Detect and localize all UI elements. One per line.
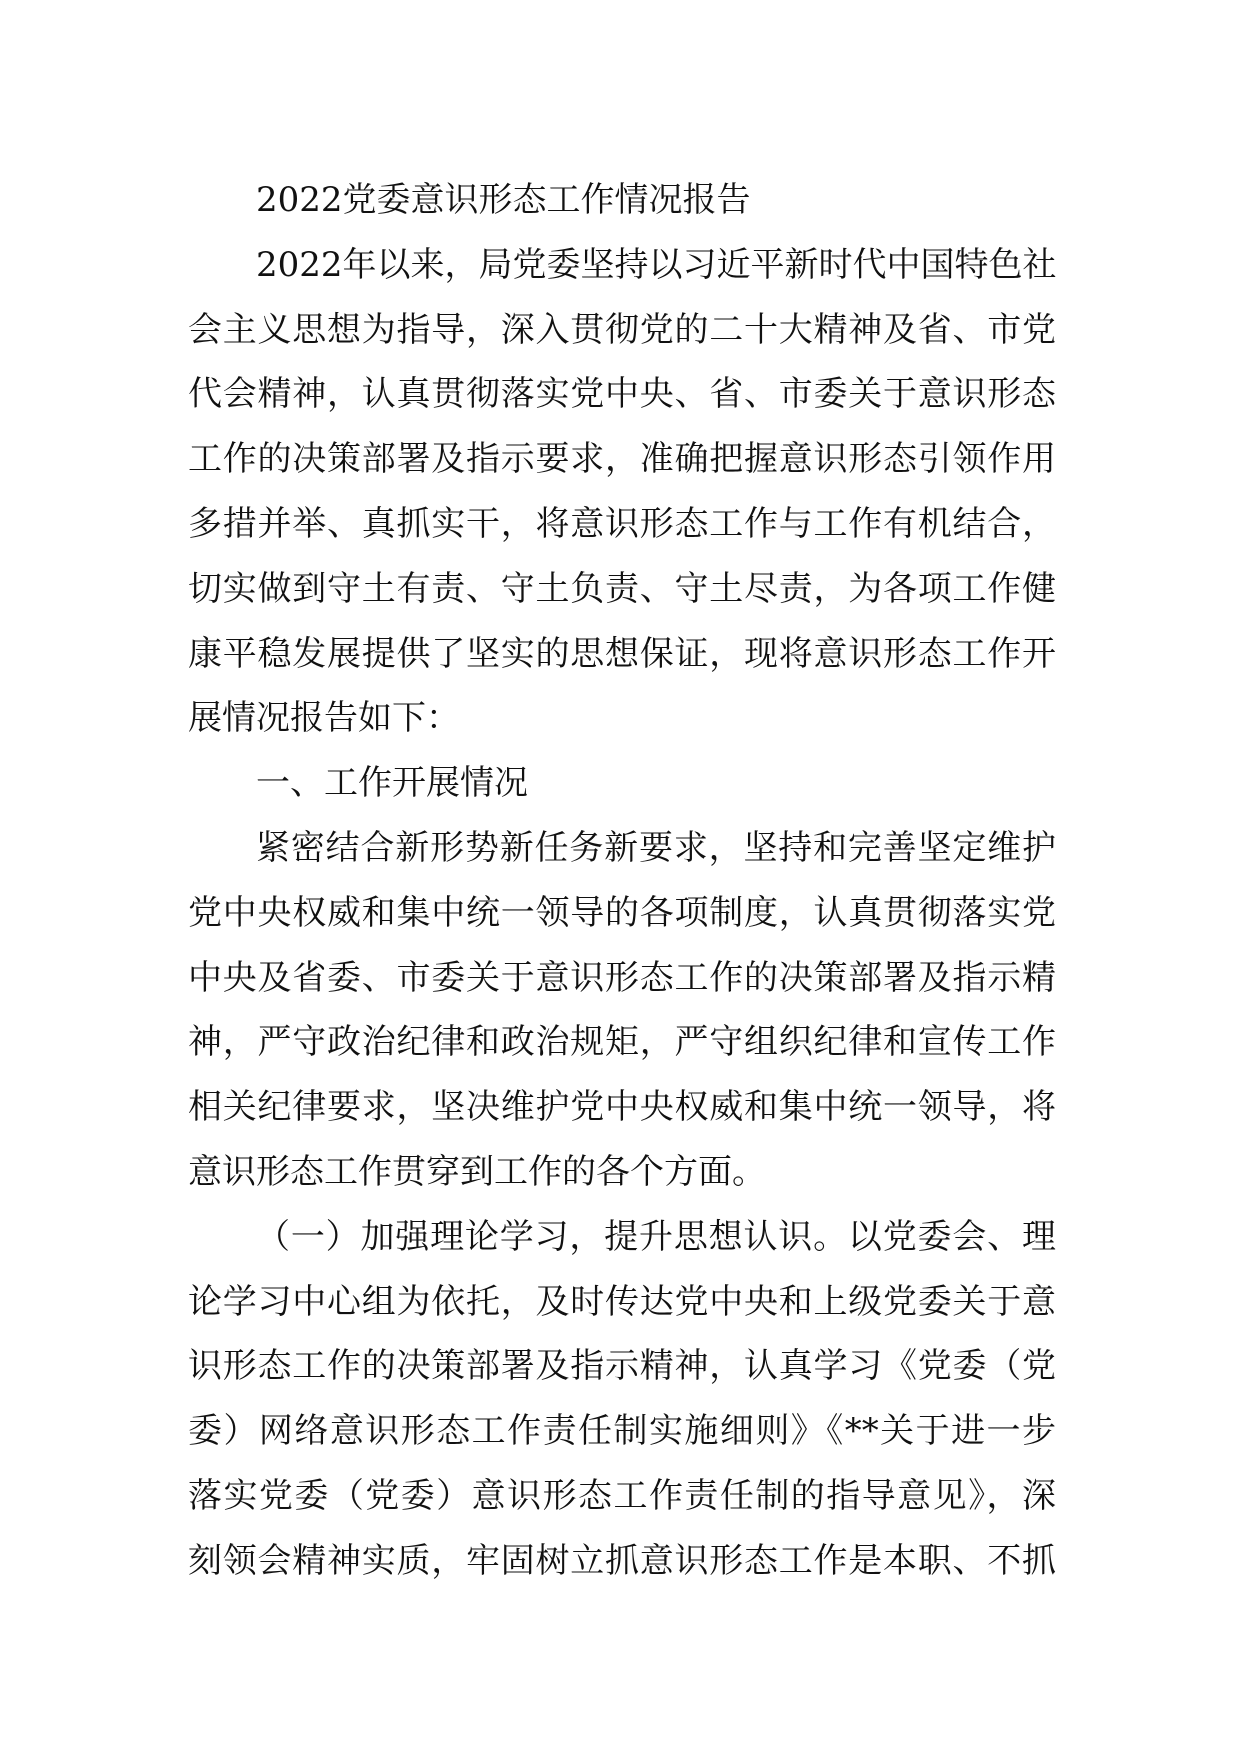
paragraph-line: 多措并举、真抓实干，将意识形态工作与工作有机结合， [188, 503, 1056, 544]
paragraph-line: 神，严守政治纪律和政治规矩，严守组织纪律和宣传工作 [188, 1022, 1056, 1063]
section-heading-text: 一、工作开展情况 [256, 763, 528, 804]
paragraph-line: 党中央权威和集中统一领导的各项制度，认真贯彻落实党 [188, 892, 1056, 933]
paragraph-line: 展情况报告如下： [188, 698, 460, 739]
paragraph-line: （一）加强理论学习，提升思想认识。以党委会、理 [256, 1216, 1056, 1257]
paragraph-line: 康平稳发展提供了坚实的思想保证，现将意识形态工作开 [188, 633, 1056, 674]
paragraph-subsection-one [188, 1205, 1056, 1594]
paragraph-line: 中央及省委、市委关于意识形态工作的决策部署及指示精 [188, 957, 1056, 998]
paragraph-line: 会主义思想为指导，深入贯彻党的二十大精神及省、市党 [188, 309, 1056, 350]
paragraph-line: 代会精神，认真贯彻落实党中央、省、市委关于意识形态 [188, 374, 1056, 415]
paragraph-line: 相关纪律要求，坚决维护党中央权威和集中统一领导，将 [188, 1087, 1056, 1128]
paragraph-line: 2022年以来，局党委坚持以习近平新时代中国特色社 [256, 244, 1057, 285]
paragraph-line: 紧密结合新形势新任务新要求，坚持和完善坚定维护 [256, 827, 1056, 868]
paragraph-line: 论学习中心组为依托，及时传达党中央和上级党委关于意 [188, 1281, 1056, 1322]
paragraph-section-one [188, 816, 1056, 1205]
paragraph-line: 识形态工作的决策部署及指示精神，认真学习《党委（党 [188, 1346, 1056, 1387]
paragraph-intro [188, 233, 1056, 751]
paragraph-line: 落实党委（党委）意识形态工作责任制的指导意见》，深 [188, 1475, 1056, 1516]
paragraph-line: 切实做到守土有责、守土负责、守土尽责，为各项工作健 [188, 568, 1056, 609]
paragraph-line: 委）网络意识形态工作责任制实施细则》《**关于进一步 [188, 1411, 1056, 1452]
paragraph-line: 意识形态工作贯穿到工作的各个方面。 [188, 1151, 766, 1192]
document-body [188, 168, 1056, 1594]
document-title: 2022党委意识形态工作情况报告 [256, 180, 751, 220]
section-heading [188, 751, 1056, 816]
paragraph-line: 工作的决策部署及指示要求，准确把握意识形态引领作用 [188, 439, 1056, 480]
paragraph-line: 刻领会精神实质，牢固树立抓意识形态工作是本职、不抓 [188, 1540, 1056, 1581]
